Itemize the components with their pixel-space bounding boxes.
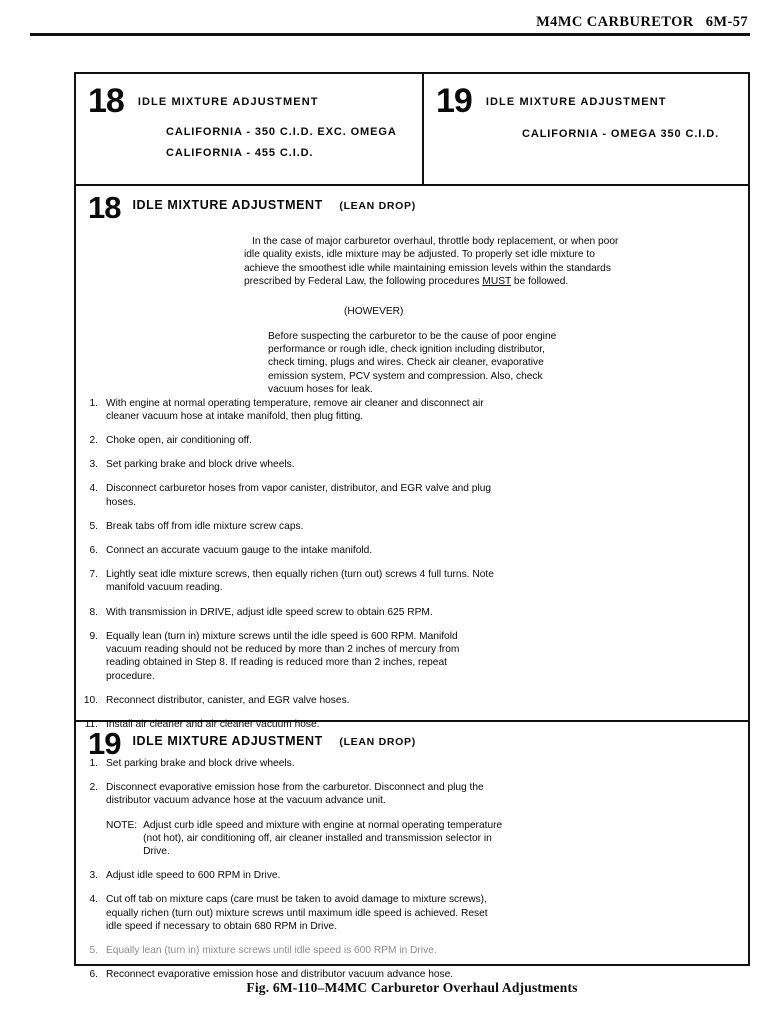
figure-frame	[74, 72, 750, 981]
step-number: 2.	[89, 435, 98, 447]
step-number: 4.	[89, 483, 98, 495]
intro-text-before: In the case of major carburetor overhaul, throttle body replacement, or when poor idle quality exists, idle mixture may be adjusted. To properly set idle mixture to achieve the smoothest idle while maintaining emission levels within the standards prescribed by Federal Law, the following procedures	[244, 236, 619, 288]
step-number: 1.	[89, 397, 98, 409]
note-text: Adjust curb idle speed and mixture with engine at normal operating temperature (not hot), air conditioning off, air cleaner installed and transmission selector in Drive.	[143, 819, 503, 858]
step-number: 11.	[84, 718, 98, 730]
step-text: Cut off tab on mixture caps (care must be taken to avoid damage to mixture screws), equally richen (turn out) mixture screws until maximum idle speed is achieved. Reset idle speed if necessary to obtain 680 RPM in Drive.	[106, 894, 488, 932]
step-text: With transmission in DRIVE, adjust idle speed screw to obtain 625 RPM.	[106, 606, 433, 618]
step-text: Set parking brake and block drive wheels.	[106, 758, 295, 769]
step-number: 5.	[89, 945, 98, 957]
page-header-title: M4MC CARBURETOR 6M-57	[536, 14, 748, 30]
step-text: Break tabs off from idle mixture screw caps.	[106, 520, 304, 532]
step-text: Choke open, air conditioning off.	[106, 435, 252, 447]
step-number: 3.	[89, 870, 98, 882]
section-19-header-text	[132, 732, 415, 750]
section-19	[76, 722, 748, 981]
section-19-subtitle: (LEAN DROP)	[339, 736, 416, 748]
however-body: Before suspecting the carburetor to be the cause of poor engine performance or rough idle, check ignition including distributor, check timing, plugs and wires. Check air cleaner, evaporative emission system, PCV system and compression. Also, check vacuum hoses for leak.	[268, 330, 557, 396]
step-number: 10.	[83, 694, 98, 706]
step-text: Install air cleaner and air cleaner vacuum hose.	[106, 718, 320, 730]
section-19-note	[106, 819, 506, 859]
step-text: Equally lean (turn in) mixture screws until the idle speed is 600 RPM. Manifold vacuum reading should not be reduced by more than 2 inches of mercury from reading obtained in Step 8. If reading is reduced more than 2 inches, repeat procedure.	[106, 630, 460, 682]
step-number: 5.	[89, 520, 98, 532]
step-number: 2.	[89, 782, 98, 794]
list-item	[76, 869, 496, 882]
step-text: Lightly seat idle mixture screws, then equally richen (turn out) screws 4 full turns. Note manifold vacuum reading.	[106, 569, 494, 594]
step-number: 4.	[89, 894, 98, 906]
list-item	[76, 630, 496, 683]
title-panel-18-title: IDLE MIXTURE ADJUSTMENT	[137, 96, 319, 108]
section-18-step-list	[76, 397, 496, 731]
title-panel-row	[76, 74, 748, 186]
step-text: Disconnect carburetor hoses from vapor canister, distributor, and EGR valve and plug hoses.	[106, 483, 492, 508]
section-18-title: IDLE MIXTURE ADJUSTMENT	[132, 198, 323, 212]
step-number: 3.	[89, 459, 98, 471]
step-text: Disconnect evaporative emission hose from the carburetor. Disconnect and plug the distributor vacuum advance hose at the vacuum advance unit.	[106, 782, 484, 807]
section-19-header	[76, 722, 748, 761]
note-label: NOTE:	[106, 819, 138, 831]
step-text: Reconnect distributor, canister, and EGR valve hoses.	[106, 694, 350, 706]
list-item	[76, 694, 496, 707]
list-item	[76, 544, 496, 557]
step-number: 7.	[89, 569, 98, 581]
title-panel-19	[424, 74, 748, 184]
step-number: 1.	[89, 758, 98, 769]
step-text: Adjust idle speed to 600 RPM in Drive.	[106, 870, 281, 882]
however-label: (HOWEVER)	[344, 305, 404, 317]
title-panel-18-sub-1: CALIFORNIA - 350 C.I.D. EXC. OMEGA	[166, 126, 397, 138]
section-18-intro	[244, 235, 629, 289]
title-panel-19-headline	[436, 82, 738, 120]
step-number: 6.	[89, 969, 98, 981]
section-18	[76, 186, 748, 730]
list-item	[76, 781, 496, 807]
step-number: 6.	[89, 545, 98, 557]
section-18-header	[76, 186, 748, 225]
list-item	[76, 520, 496, 533]
title-panel-19-sub-1: CALIFORNIA - OMEGA 350 C.I.D.	[522, 128, 720, 140]
title-panel-18-sub-2: CALIFORNIA - 455 C.I.D.	[166, 147, 314, 159]
intro-text-after: be followed.	[511, 276, 569, 288]
list-item	[76, 397, 496, 423]
section-18-subtitle: (LEAN DROP)	[339, 200, 416, 212]
section-18-number: 18	[88, 190, 121, 225]
list-item	[76, 434, 496, 447]
list-item	[76, 458, 496, 471]
title-panel-18-number: 18	[88, 82, 124, 120]
list-item	[76, 757, 496, 770]
list-item	[76, 606, 496, 619]
figure-caption: Fig. 6M-110–M4MC Carburetor Overhaul Adjustments	[246, 980, 578, 995]
step-number: 9.	[89, 630, 98, 642]
list-item	[76, 482, 496, 508]
step-number: 8.	[89, 606, 98, 618]
step-text: Equally lean (turn in) mixture screws until idle speed is 600 RPM in Drive.	[106, 945, 437, 957]
list-item	[76, 568, 496, 594]
title-panel-19-title: IDLE MIXTURE ADJUSTMENT	[485, 96, 667, 108]
title-panel-18	[76, 74, 424, 184]
title-panel-19-number: 19	[436, 82, 472, 120]
section-19-number: 19	[88, 726, 121, 761]
page-header-rule	[30, 33, 750, 36]
step-text: Reconnect evaporative emission hose and distributor vacuum advance hose.	[106, 969, 454, 981]
list-item	[76, 893, 496, 933]
title-panel-18-headline	[88, 82, 412, 120]
step-text: Set parking brake and block drive wheels.	[106, 459, 295, 471]
list-item	[76, 944, 496, 957]
intro-emphasis-must: MUST	[482, 276, 512, 288]
section-19-title: IDLE MIXTURE ADJUSTMENT	[132, 734, 323, 748]
step-text: Connect an accurate vacuum gauge to the intake manifold.	[106, 545, 373, 557]
step-text: With engine at normal operating temperature, remove air cleaner and disconnect air cleaner vacuum hose at intake manifold, then plug fitting.	[106, 397, 484, 422]
page-header	[30, 14, 750, 36]
section-19-step-list	[76, 757, 503, 981]
section-18-header-text	[132, 196, 415, 214]
